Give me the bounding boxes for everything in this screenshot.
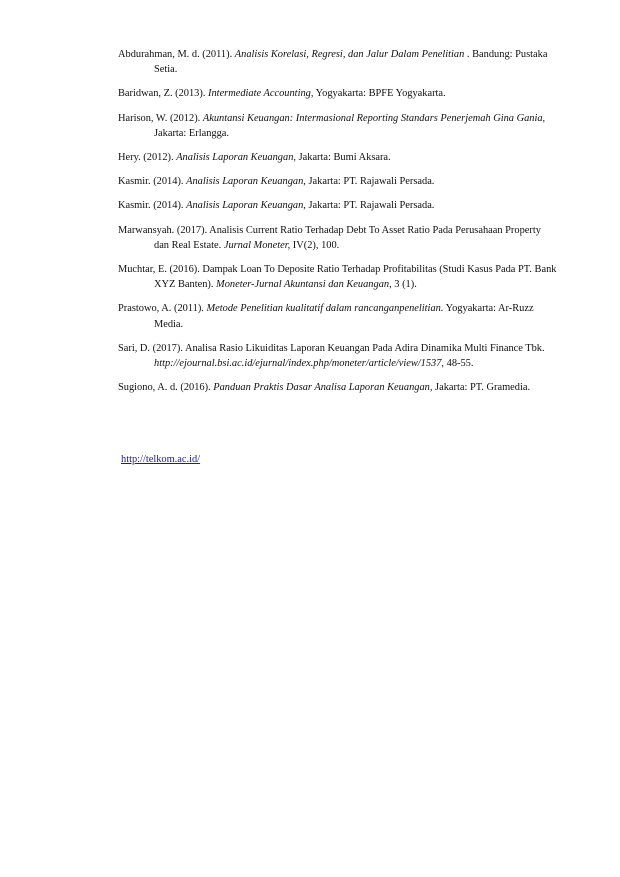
reference-text: Jakarta: PT. Rajawali Persada.: [305, 200, 435, 212]
reference-title: Metode Penelitian kualitatif dalam rancanganpenelitian.: [206, 303, 444, 315]
reference-text: 3 (1).: [391, 279, 417, 291]
reference-item: [118, 223, 558, 253]
reference-text: Hery. (2012).: [118, 152, 177, 164]
reference-item: [118, 198, 558, 213]
reference-item: [118, 111, 558, 141]
reference-title: Intermediate Accounting,: [208, 88, 314, 100]
reference-text: Muchtar, E. (2016). Dampak Loan To Deposite Ratio Terhadap Profitabilitas (Studi Kasus Pada PT. Bank XYZ Banten).: [118, 264, 557, 291]
reference-title: Moneter-Jurnal Akuntansi dan Keuangan,: [216, 279, 392, 291]
reference-text: . Bandung: Pustaka Setia.: [154, 49, 548, 76]
reference-text: Sari, D. (2017). Analisa Rasio Likuiditas Laporan Keuangan Pada Adira Dinamika Multi Finance Tbk.: [118, 342, 545, 354]
reference-title: Analisis Laporan Keuangan,: [176, 152, 296, 164]
reference-text: Abdurahman, M. d. (2011).: [118, 49, 235, 60]
reference-title: Akuntansi Keuangan: Intermasional Reporting Standars Penerjemah Gina Gania,: [202, 112, 546, 124]
reference-list: [118, 47, 558, 404]
reference-text: Yogyakarta: Ar-Ruzz Media.: [154, 303, 534, 330]
reference-title: Analisis Korelasi, Regresi, dan Jalur Dalam Penelitian: [234, 49, 465, 60]
reference-item: [118, 262, 558, 292]
reference-text: Jakarta: PT. Rajawali Persada.: [305, 176, 435, 188]
reference-title: Analisis Laporan Keuangan,: [186, 200, 306, 212]
reference-text: IV(2), 100.: [290, 239, 340, 251]
reference-text: Baridwan, Z. (2013).: [118, 88, 209, 100]
reference-text: Kasmir. (2014).: [118, 200, 187, 212]
reference-item: [118, 174, 558, 189]
reference-title: http://ejournal.bsi.ac.id/ejurnal/index.php/moneter/article/view/1537,: [154, 358, 445, 370]
reference-text: Kasmir. (2014).: [118, 176, 187, 188]
footer-link[interactable]: http://telkom.ac.id/: [121, 454, 201, 465]
reference-text: 48-55.: [444, 358, 474, 370]
reference-text: Jakarta: PT. Gramedia.: [432, 382, 531, 394]
reference-title: Jurnal Moneter,: [223, 239, 291, 251]
reference-item: [118, 86, 558, 101]
reference-text: Sugiono, A. d. (2016).: [118, 382, 214, 394]
reference-text: Prastowo, A. (2011).: [118, 303, 207, 315]
reference-title: Panduan Praktis Dasar Analisa Laporan Keuangan,: [213, 382, 433, 394]
reference-text: Jakarta: Bumi Aksara.: [296, 152, 391, 164]
reference-item: [118, 47, 558, 77]
reference-item: [118, 341, 558, 371]
reference-item: [118, 301, 558, 331]
reference-text: Marwansyah. (2017). Analisis Current Ratio Terhadap Debt To Asset Ratio Pada Perusahaan Property dan Real Estate.: [118, 224, 541, 251]
reference-text: Harison, W. (2012).: [118, 112, 203, 124]
reference-text: Yogyakarta: BPFE Yogyakarta.: [313, 88, 446, 100]
reference-item: [118, 150, 558, 165]
reference-item: [118, 380, 558, 395]
reference-title: Analisis Laporan Keuangan,: [186, 176, 306, 188]
reference-text: Jakarta: Erlangga.: [154, 127, 230, 139]
